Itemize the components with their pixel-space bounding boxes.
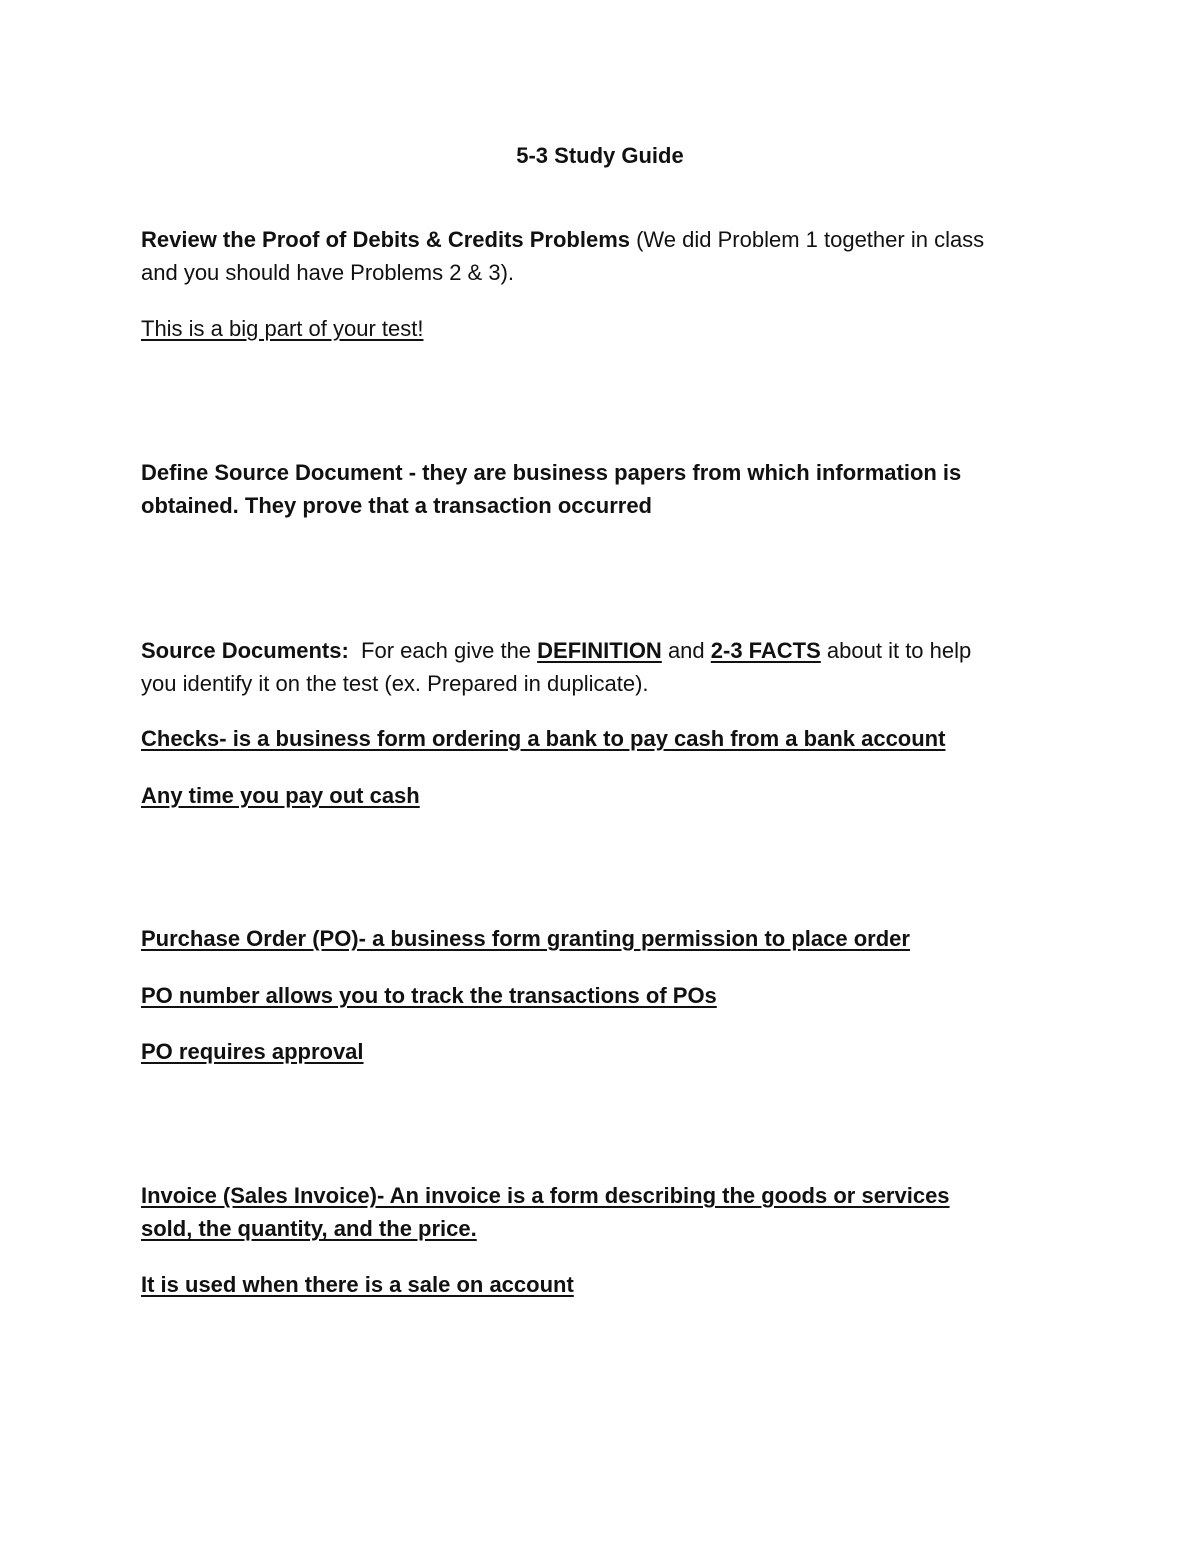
source-docs-text-c: about it to help [820,638,972,663]
checks-fact: Any time you pay out cash [141,783,420,808]
po-fact-1: PO number allows you to track the transactions of POs [141,983,717,1008]
big-part-note: This is a big part of your test! [141,316,424,341]
source-docs-label: Source Documents: [141,638,349,663]
source-docs-line-2: you identify it on the test (ex. Prepared in duplicate). [141,671,649,696]
source-docs-line-1 [141,635,971,667]
invoice-definition-line-2: sold, the quantity, and the price. [141,1216,477,1241]
source-docs-text-a: For each give the [348,638,538,663]
define-line-2: obtained. They prove that a transaction occurred [141,493,652,518]
invoice-fact: It is used when there is a sale on account [141,1272,574,1297]
checks-definition: Checks- is a business form ordering a bank to pay cash from a bank account [141,726,946,751]
po-definition: Purchase Order (PO)- a business form granting permission to place order [141,926,910,951]
review-line-1 [141,224,984,256]
review-note: (We did Problem 1 together in class [629,227,985,252]
source-docs-text-b: and [661,638,711,663]
review-line-2: and you should have Problems 2 & 3). [141,260,515,285]
review-heading: Review the Proof of Debits & Credits Problems [141,227,630,252]
po-fact-2: PO requires approval [141,1039,364,1064]
invoice-definition-line-1: Invoice (Sales Invoice)- An invoice is a form describing the goods or services [141,1183,950,1208]
page-title: 5-3 Study Guide [516,143,684,168]
define-line-1: Define Source Document - they are business papers from which information is [141,460,962,485]
facts-keyword: 2-3 FACTS [710,638,821,663]
definition-keyword: DEFINITION [537,638,662,663]
